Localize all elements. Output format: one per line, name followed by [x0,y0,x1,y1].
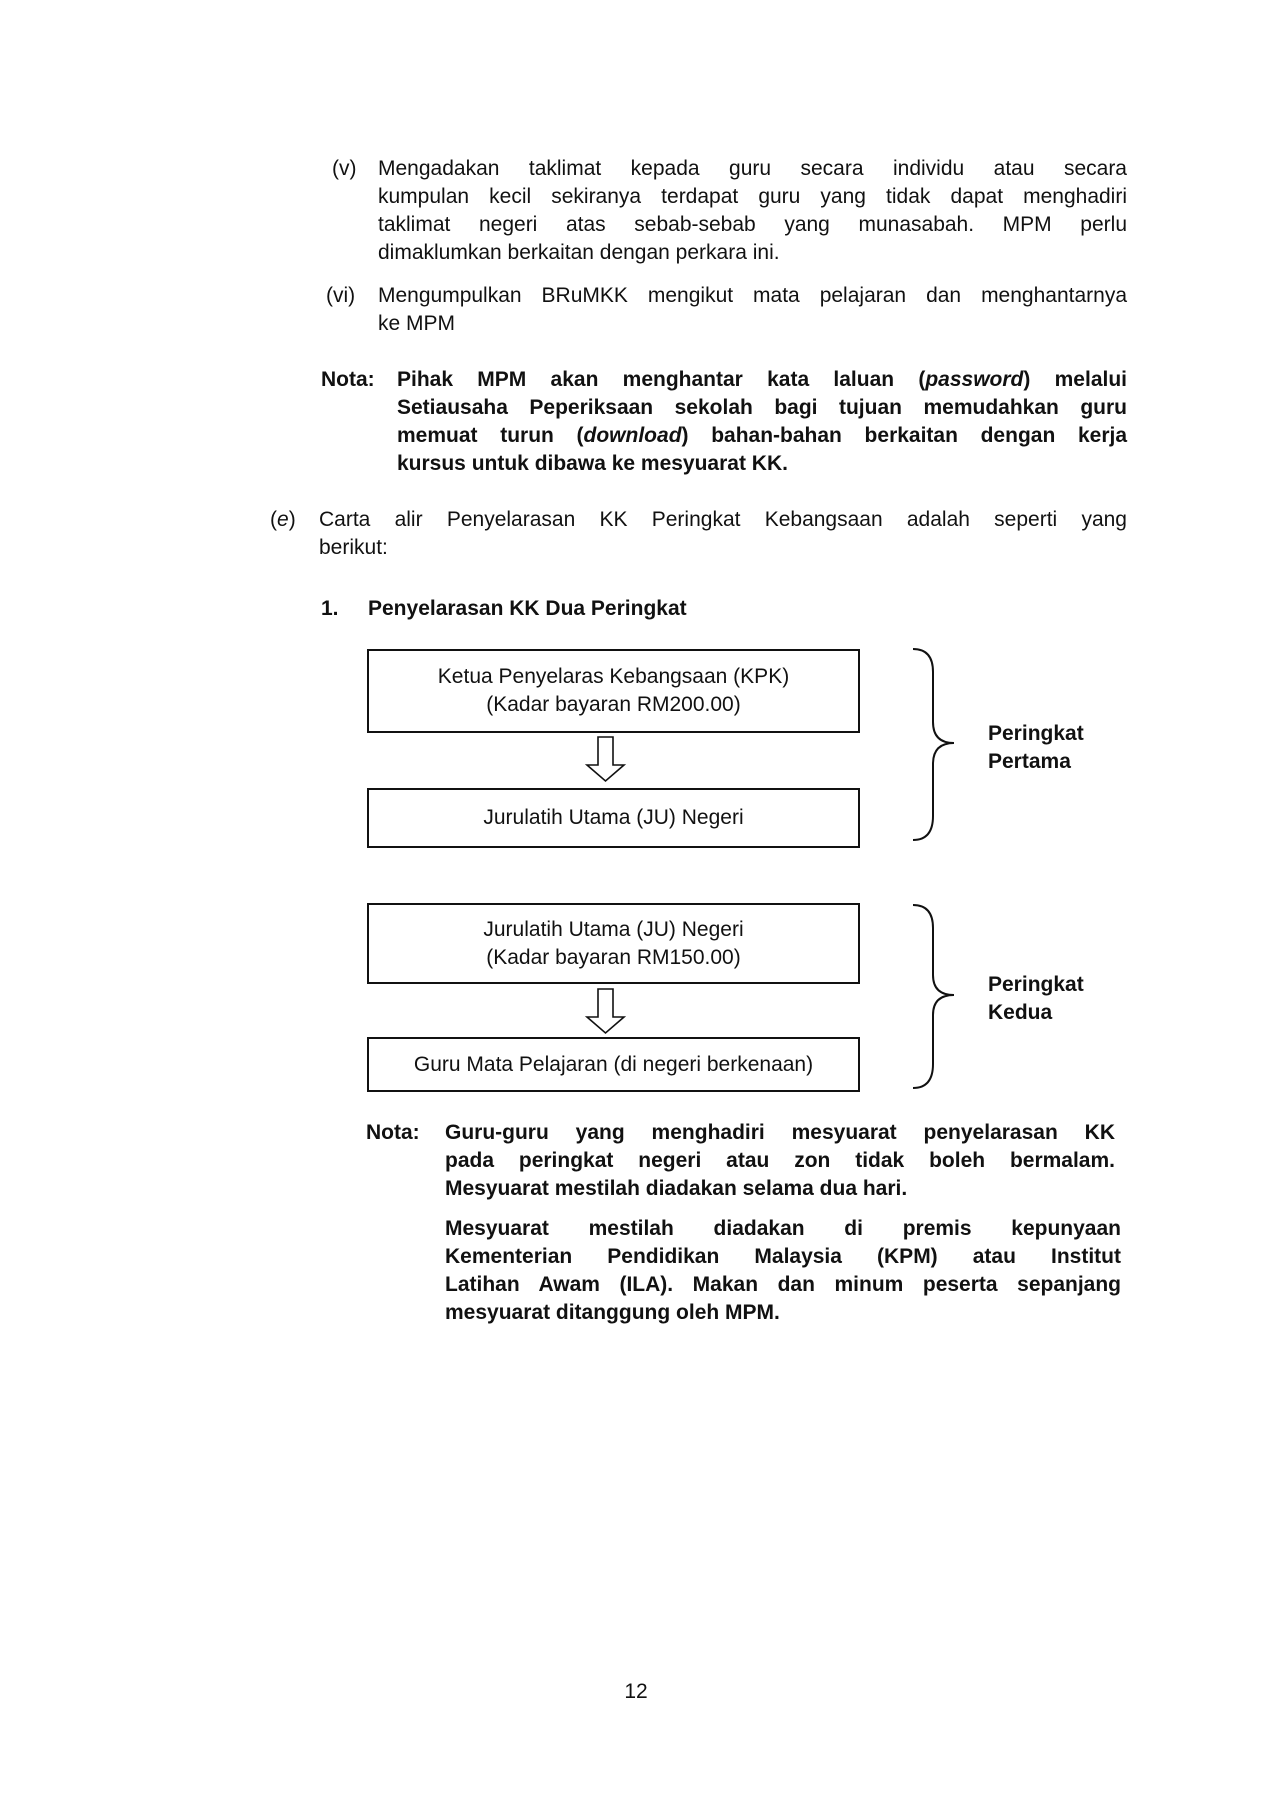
note-text-line: Guru-guru yang menghadiri mesyuarat penyelarasan KK [445,1121,1115,1144]
paren: ( [270,508,277,531]
box-text: Jurulatih Utama (JU) Negeri [483,917,744,941]
note-italic-term: password [925,368,1024,391]
note-text-line: Setiausaha Peperiksaan sekolah bagi tujuan memudahkan guru [397,396,1127,419]
paren: ) [288,508,296,531]
item-text-line: Mengumpulkan BRuMKK mengikut mata pelajaran dan menghantarnya [378,284,1127,307]
note-text-line: Latihan Awam (ILA). Makan dan minum peserta sepanjang [445,1273,1121,1296]
stage-label-line: Peringkat [988,973,1084,996]
item-text-line: ke MPM [378,312,456,335]
box-text: (Kadar bayaran RM200.00) [486,693,741,716]
note-text: Pihak MPM akan menghantar kata laluan ( [397,368,926,391]
item-marker: (vi) [326,284,356,307]
item-text-line: Mengadakan taklimat kepada guru secara individu atau secara [378,157,1127,180]
box-text: (Kadar bayaran RM150.00) [486,945,741,969]
note-text-line: Mesyuarat mestilah diadakan selama dua hari. [445,1177,908,1200]
item-text-line: kumpulan kecil sekiranya terdapat guru yang tidak dapat menghadiri [378,185,1127,208]
section-letter: e [277,508,289,531]
section-text-line: berikut: [319,536,388,559]
note-label: Nota: [321,368,375,391]
box-text: Ketua Penyelaras Kebangsaan (KPK) [437,665,790,688]
note-text-line: kursus untuk dibawa ke mesyuarat KK. [397,452,788,475]
note-text: ) bahan-bahan berkaitan dengan kerja [681,424,1127,447]
subsection-number: 1. [321,597,339,620]
right-brace-icon [913,649,954,840]
subsection-title: Penyelarasan KK Dua Peringkat [368,597,687,620]
down-arrow-icon [587,737,624,781]
item-text-line: dimaklumkan berkaitan dengan perkara ini. [378,241,780,264]
right-brace-icon [913,905,954,1088]
item-marker: (v) [332,157,357,180]
item-text-line: taklimat negeri atas sebab-sebab yang munasabah. MPM perlu [378,213,1127,236]
section-text-line: Carta alir Penyelarasan KK Peringkat Kebangsaan adalah seperti yang [319,508,1127,531]
page-number: 12 [624,1680,648,1703]
stage-label-pertama [988,720,1084,776]
note-text-line: Mesyuarat mestilah diadakan di premis kepunyaan [445,1217,1121,1240]
box-text: Jurulatih Utama (JU) Negeri [483,806,744,829]
note-text-line: mesyuarat ditanggung oleh MPM. [445,1301,780,1324]
stage-label-line: Kedua [988,1001,1053,1024]
stage-label-kedua [988,971,1084,1027]
note-italic-term: download [583,424,682,447]
down-arrow-icon [587,989,624,1033]
stage-label-line: Peringkat [988,722,1084,745]
stage-label-line: Pertama [988,750,1071,773]
box-text: Guru Mata Pelajaran (di negeri berkenaan) [413,1052,814,1076]
note-text-line: Kementerian Pendidikan Malaysia (KPM) atau Institut [445,1245,1121,1268]
note-text: memuat turun ( [397,424,584,447]
note-text: ) melalui [1023,368,1127,391]
note-text-line: pada peringkat negeri atau zon tidak boleh bermalam. [445,1149,1115,1172]
note-label: Nota: [366,1121,420,1144]
